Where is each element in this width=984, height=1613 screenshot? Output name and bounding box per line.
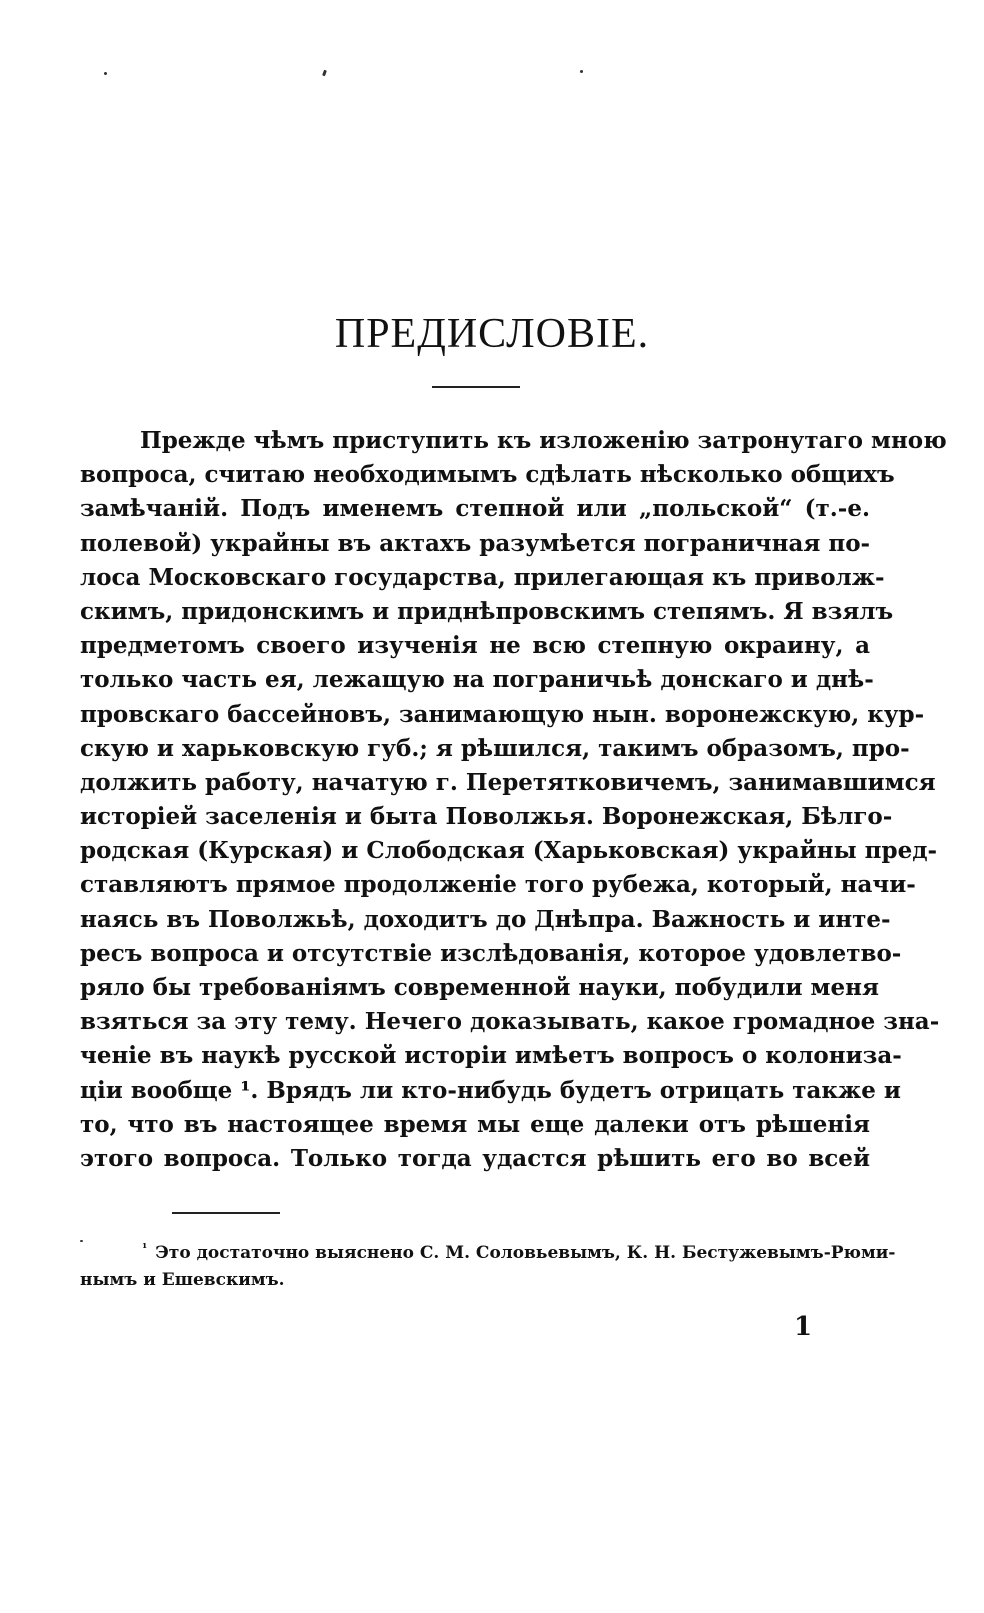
body-line: наясь въ Поволжьѣ, доходитъ до Днѣпра. Важность и инте- [80,905,891,933]
footnote-marker: ¹ [142,1241,148,1255]
body-line: взяться за эту тему. Нечего доказывать, какое громадное зна- [80,1008,940,1036]
body-line: скую и харьковскую губ.; я рѣшился, такимъ образомъ, про- [80,734,910,762]
body-line: скимъ, придонскимъ и приднѣпровскимъ степямъ. Я взялъ [80,597,894,625]
print-speck [580,70,583,73]
body-line: Прежде чѣмъ приступить къ изложенію затронутаго мною [140,427,947,454]
footnote-text: Это достаточно выяснено С. М. Соловьевымъ, К. Н. Бестужевымъ-Рюми- [155,1243,896,1263]
footnote [80,1232,896,1296]
body-line: ряло бы требованіямъ современной науки, побудили меня [80,974,879,1001]
body-line: полевой) украйны въ актахъ разумѣется пограничная по- [80,529,871,557]
footnote-line [80,1232,896,1264]
body-line: ставляютъ прямое продолженіе того рубежа, который, начи- [80,871,916,899]
body-line: только часть ея, лежащую на пограничьѣ донскаго и днѣ- [80,666,874,694]
body-line: предметомъ своего изученія не всю степную окраину, а [80,632,870,660]
page-title: ПРЕДИСЛОВІЕ. [334,311,650,357]
body-line: этого вопроса. Только тогда удастся рѣшить его во всей [80,1144,870,1172]
body-line: лоса Московскаго государства, прилегающая къ приволж- [80,563,885,591]
footnote-line: нымъ и Ешевскимъ. [80,1270,285,1290]
body-line: ціи вообще ¹. Врядъ ли кто-нибудь будетъ отрицать также и [80,1076,901,1104]
body-line: ресъ вопроса и отсутствіе изслѣдованія, которое удовлетво- [80,939,902,967]
body-line: провскаго бассейновъ, занимающую нын. воронежскую, кур- [80,700,925,728]
page-number: 1 [793,1312,813,1342]
body-line: ченіе въ наукѣ русской исторіи имѣетъ вопросъ о колониза- [80,1042,902,1070]
body-line: исторіей заселенія и быта Поволжья. Воронежская, Бѣлго- [80,803,893,831]
body-line: родская (Курская) и Слободская (Харьковская) украйны пред- [80,837,938,865]
print-speck [322,70,327,77]
body-line: вопроса, считаю необходимымъ сдѣлать нѣсколько общихъ [80,461,895,489]
body-line: должить работу, начатую г. Перетятковичемъ, занимавшимся [80,768,936,796]
body-text [80,424,947,1176]
title-divider [432,386,520,388]
footnote-divider [172,1212,280,1214]
print-speck [104,72,107,75]
body-line: то, что въ настоящее время мы еще далеки отъ рѣшенія [80,1110,870,1138]
body-line: замѣчаній. Подъ именемъ степной или „польской“ (т.-е. [80,495,870,523]
